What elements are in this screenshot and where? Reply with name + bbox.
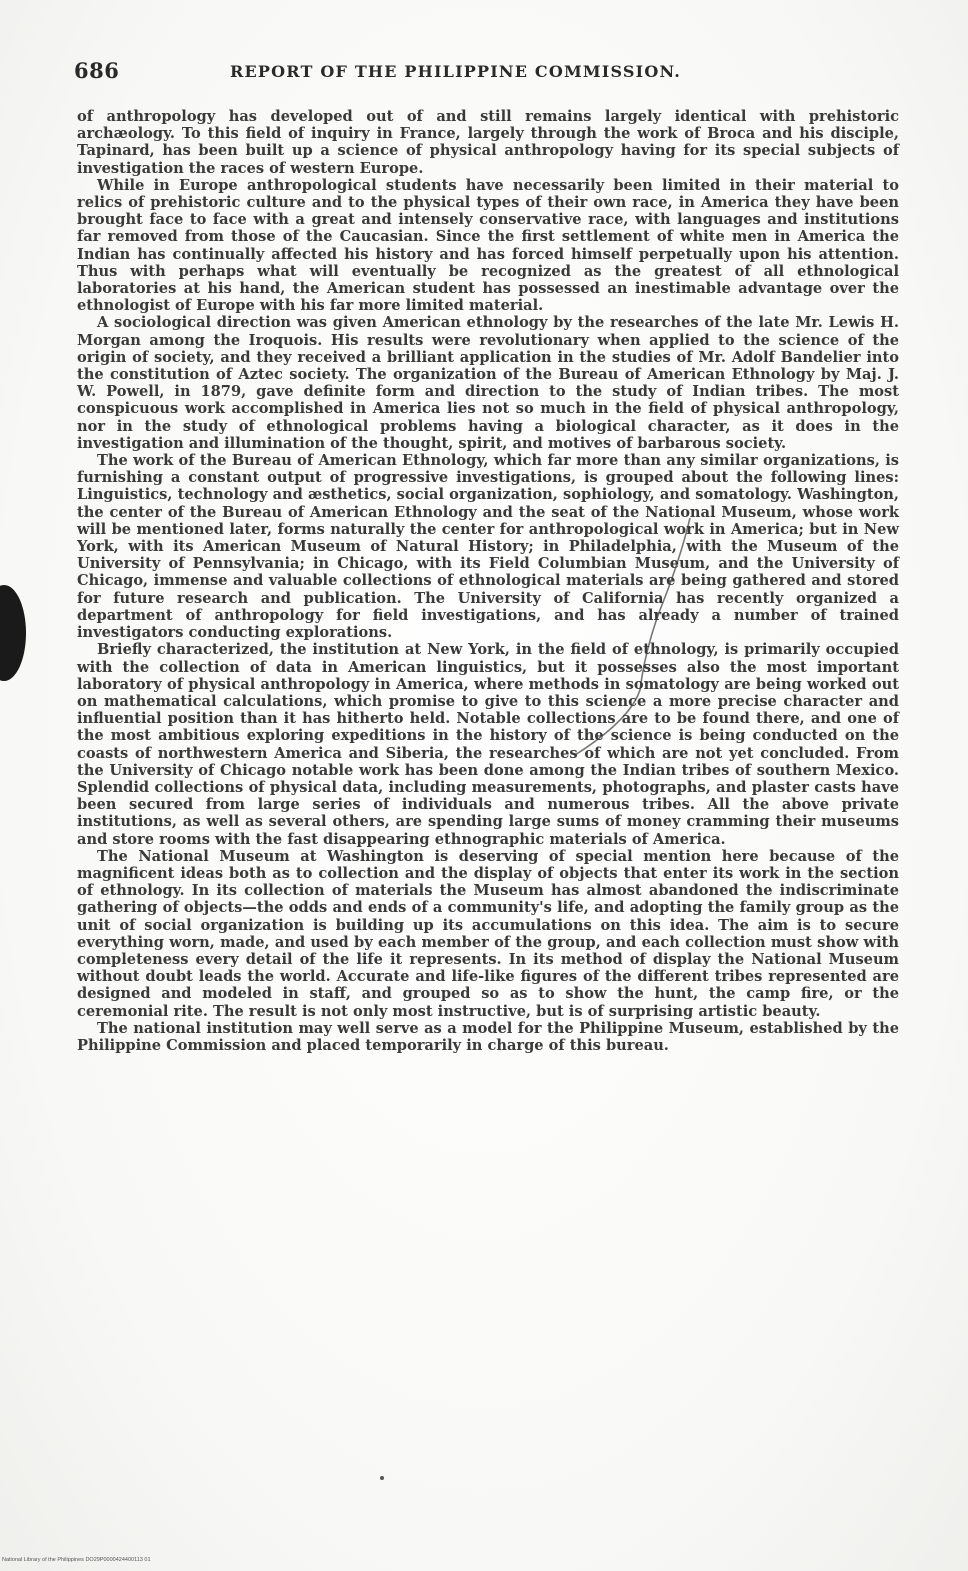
running-head: REPORT OF THE PHILIPPINE COMMISSION. [230,62,682,81]
page-header [74,58,904,86]
paragraph: The national institution may well serve as a model for the Philippine Museum, established by the Philippine Commission and placed temporarily in charge of this bureau. [77,1019,899,1054]
paragraph: The National Museum at Washington is deserving of special mention here because of the magnificent ideas both as to collection and the display of objects that enter its work in the section of ethnology. In its collection of materials the Museum has almost abandoned the indiscriminate gathering of objects—the odds and ends of a community's life, and adopting the family group as the unit of social organization is building up its accumulations on this idea. The aim is to secure everything worn, made, and used by each member of the group, and each collection must show with completeness every detail of the life it represents. In its method of display the National Museum without doubt leads the world. Accurate and life-like figures of the different tribes represented are designed and modeled in staff, and grouped so as to show the hunt, the camp fire, or the ceremonial rite. The result is not only most instructive, but is of surprising artistic beauty. [77,847,899,1020]
paragraph: While in Europe anthropological students have necessarily been limited in their material to relics of prehistoric culture and to the physical types of their own race, in America they have been brought face to face with a great and intensely conservative race, with languages and institutions far removed from those of the Caucasian. Since the first settlement of white men in America the Indian has continually affected his history and has forced himself perpetually upon his attention. Thus with perhaps what will eventually be recognized as the greatest of all ethnological laboratories at his hand, the American student has possessed an inestimable advantage over the ethnologist of Europe with his far more limited material. [77,176,899,315]
article-body [77,108,899,1054]
paragraph: Briefly characterized, the institution at New York, in the field of ethnology, is primarily occupied with the collection of data in American linguistics, but it possesses also the most important laboratory of physical anthropology in America, where methods in somatology are being worked out on mathematical calculations, which promise to give to this science a more precise character and influential position than it has hitherto held. Notable collections are to be found there, and one of the most ambitious exploring expeditions in the history of the science is being conducted on the coasts of northwestern America and Siberia, the researches of which are not yet concluded. From the University of Chicago notable work has been done among the Indian tribes of southern Mexico. Splendid collections of physical data, including measurements, photographs, and plaster casts have been secured from large series of individuals and numerous tribes. All the above private institutions, as well as several others, are spending large sums of money cramming their museums and store rooms with the fast disappearing ethnographic materials of America. [77,641,899,848]
paragraph: The work of the Bureau of American Ethnology, which far more than any similar organizations, is furnishing a constant output of progressive investigations, is grouped about the following lines: Linguistics, technology and æsthetics, social organization, sophiology, and somatology. Washington, the center of the Bureau of American Ethnology and the seat of the National Museum, whose work will be mentioned later, forms naturally the center for anthropological work in America; but in New York, with its American Museum of Natural History; in Philadelphia, with the Museum of the University of Pennsylvania; in Chicago, with its Field Columbian Museum, and the University of Chicago, immense and valuable collections of ethnological materials are being gathered and stored for future research and publication. The University of California has recently organized a department of anthropology for field investigations, and has already a number of trained investigators conducting explorations. [77,452,899,642]
ink-speck [380,1476,384,1480]
paragraph: A sociological direction was given American ethnology by the researches of the late Mr. Lewis H. Morgan among the Iroquois. His results were revolutionary when applied to the science of the origin of society, and they received a brilliant application in the studies of Mr. Adolf Bandelier into the constitution of Aztec society. The organization of the Bureau of American Ethnology by Maj. J. W. Powell, in 1879, gave definite form and direction to the study of Indian tribes. The most conspicuous work accomplished in America lies not so much in the field of physical anthropology, nor in the study of ethnological problems having a biological character, as it does in the investigation and illumination of the thought, spirit, and motives of barbarous society. [77,314,899,452]
page-number: 686 [74,58,120,83]
paragraph: of anthropology has developed out of and still remains largely identical with prehistoric archæology. To this field of inquiry in France, largely through the work of Broca and his disciple, Tapinard, has been built up a science of physical anthropology having for its special subjects of investigation the races of western Europe. [77,108,899,177]
library-stamp: National Library of the Philippines DO29P0000424400113 01 [2,1557,151,1563]
